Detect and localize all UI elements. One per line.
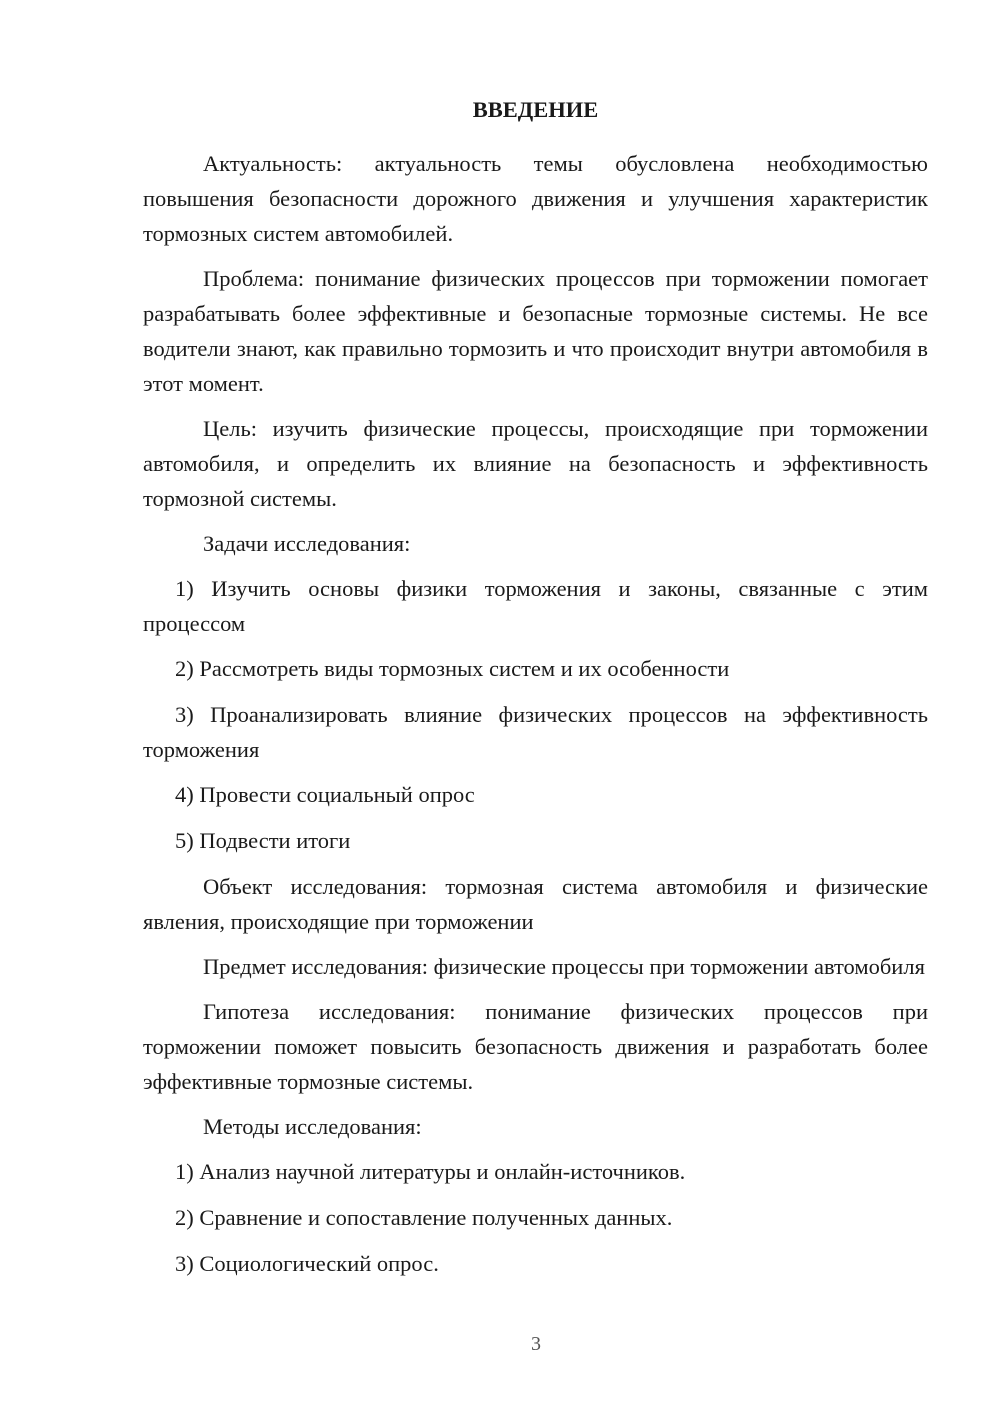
- hypothesis-paragraph: Гипотеза исследования: понимание физических процессов при торможении поможет повысить безопасность движения и разработать более эффективные тормозные системы.: [143, 999, 928, 1094]
- tasks-heading: Задачи исследования:: [203, 531, 411, 556]
- method-item: 1) Анализ научной литературы и онлайн-источников.: [175, 1159, 686, 1184]
- task-item: 4) Провести социальный опрос: [175, 782, 475, 807]
- method-item: 2) Сравнение и сопоставление полученных данных.: [175, 1205, 673, 1230]
- subject-paragraph: Предмет исследования: физические процессы при торможении автомобиля: [203, 954, 925, 979]
- method-item: 3) Социологический опрос.: [175, 1251, 439, 1276]
- task-item: 1) Изучить основы физики торможения и законы, связанные с этим процессом: [143, 576, 928, 636]
- document-page: [143, 92, 928, 1292]
- task-item: 3) Проанализировать влияние физических процессов на эффективность торможения: [143, 702, 928, 762]
- relevance-paragraph: Актуальность: актуальность темы обусловлена необходимостью повышения безопасности дорожного движения и улучшения характеристик тормозных систем автомобилей.: [143, 151, 928, 246]
- goal-paragraph: Цель: изучить физические процессы, происходящие при торможении автомобиля, и определить их влияние на безопасность и эффективность тормозной системы.: [143, 416, 928, 511]
- task-item: 2) Рассмотреть виды тормозных систем и их особенности: [175, 656, 730, 681]
- page-number: 3: [531, 1333, 541, 1355]
- methods-heading: Методы исследования:: [203, 1114, 422, 1139]
- object-paragraph: Объект исследования: тормозная система автомобиля и физические явления, происходящие при торможении: [143, 874, 928, 934]
- problem-paragraph: Проблема: понимание физических процессов при торможении помогает разрабатывать более эффективные и безопасные тормозные системы. Не все водители знают, как правильно тормозить и что происходит внутри автомобиля в этот момент.: [143, 266, 928, 396]
- section-title: ВВЕДЕНИЕ: [472, 97, 599, 122]
- task-item: 5) Подвести итоги: [175, 828, 351, 853]
